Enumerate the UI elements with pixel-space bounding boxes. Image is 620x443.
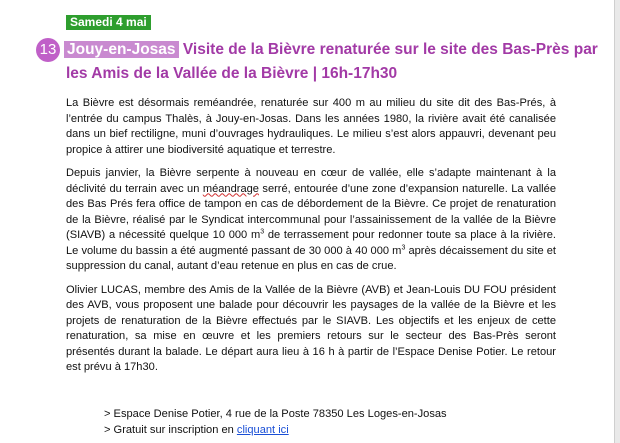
signup-text: > Gratuit sur inscription en — [104, 424, 237, 436]
paragraph-project-text-b: serré, entourée d’une zone d’expansion naturelle. La vallée des Bas Prés fera office de tampon en cas de débordement de la Bièvre. Ce projet de renaturation de la Bièvre, réalisé par le Syndicat intercommunal pour l’assainissement de la vallée de la Bièvre (SIAVB) a nécessité quelque 10 000 m — [66, 182, 556, 241]
signup-line — [104, 422, 447, 438]
paragraph-project-text-d: après décaissement du site et suppression du canal, autant d’eau retenue en plus en cas de crue. — [66, 244, 556, 272]
location-line: > Espace Denise Potier, 4 rue de la Poste 78350 Les Loges-en-Josas — [104, 408, 447, 420]
event-description — [66, 96, 556, 384]
event-number-badge: 13 — [36, 38, 60, 62]
paragraph-project-text-a: Depuis janvier, la Bièvre serpente à nouveau en cœur de vallée, elle s’adapte maintenant à la déclivité du terrain avec un — [66, 167, 556, 195]
superscript-cubed: 3 — [260, 228, 265, 236]
event-title — [66, 38, 606, 86]
event-title-text: Visite de la Bièvre renaturée sur le site des Bas-Près par les Amis de la Vallée de la Bièvre | 16h-17h30 — [66, 41, 598, 82]
window-edge — [614, 0, 620, 443]
practical-info — [104, 406, 447, 438]
misspelled-word: méandrage — [202, 182, 259, 195]
date-badge: Samedi 4 mai — [66, 15, 151, 30]
superscript-cubed: 3 — [401, 243, 406, 251]
town-highlight: Jouy-en-Josas — [64, 41, 179, 58]
paragraph-project-text-c: de terrassement pour redonner toute sa place à la rivière. Le volume du bassin a été augmenté passant de 30 000 à 40 000 m — [66, 229, 556, 257]
paragraph-project — [66, 166, 556, 275]
signup-link[interactable]: cliquant ici — [236, 424, 289, 436]
paragraph-intro: La Bièvre est désormais reméandrée, renaturée sur 400 m au milieu du site dit des Bas-Prés, à l’entrée du campus Thalès, à Jouy-en-Josas. Dans les années 1980, la rivière avait été canalisée dans un bief rectiligne, muni d’ouvrages hydrauliques. Le milieu s’est alors appauvri, devenant peu propice à attirer une biodiversité aquatique et terrestre. — [66, 97, 556, 156]
paragraph-walk: Olivier LUCAS, membre des Amis de la Vallée de la Bièvre (AVB) et Jean-Louis DU FOU président des AVB, vous proposent une balade pour découvrir les paysages de la vallée de la Bièvre et les projets de renaturation de la Bièvre effectués par le SIAVB. Les objectifs et les enjeux de cette renaturation, sa mise en œuvre et les premiers retours sur le secteur des Bas-Près seront présentés durant la balade. Le départ aura lieu à 16 h à partir de l’Espace Denise Potier. Le retour est prévu à 17h30. — [66, 283, 556, 373]
